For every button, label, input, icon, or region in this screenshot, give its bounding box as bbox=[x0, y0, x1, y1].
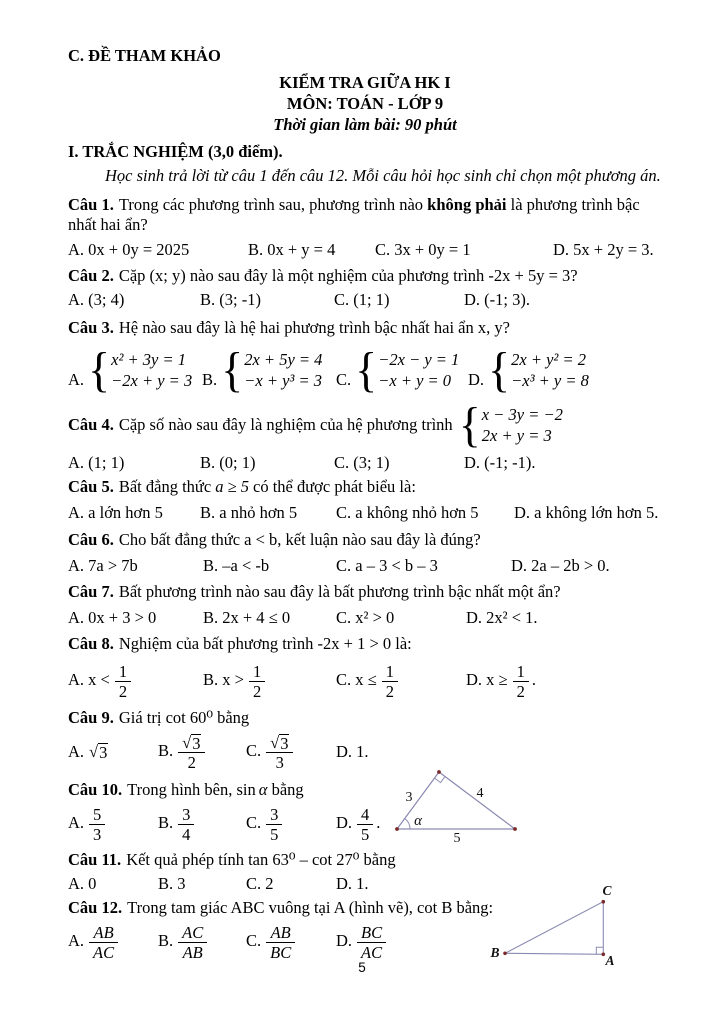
side-label-bottom: 5 bbox=[453, 831, 461, 846]
vertex-label-c: C bbox=[602, 883, 612, 898]
inline-math: a ≥ 5 bbox=[215, 477, 249, 496]
answer-option: C. $\frac{AB}{BC}$ bbox=[246, 923, 336, 962]
answer-row bbox=[68, 240, 662, 260]
triangle-outline bbox=[505, 902, 603, 955]
answer-option: C. (3; 1) bbox=[334, 453, 390, 472]
answer-option: C. x² > 0 bbox=[336, 608, 395, 627]
vertex-label-a: A bbox=[605, 953, 615, 968]
question-text: Câu 5. Bất đẳng thức a ≥ 5 có thể được phát biểu là: bbox=[68, 477, 416, 496]
side-label-right: 4 bbox=[476, 786, 484, 801]
question-number: Câu 9. bbox=[68, 708, 114, 727]
answer-option: B. a nhỏ hơn 5 bbox=[200, 503, 298, 522]
equation: −x³ + y = 8 bbox=[511, 371, 589, 390]
question-number: Câu 11. bbox=[68, 850, 122, 869]
radical: √ 3 bbox=[182, 732, 201, 753]
answer-option: C. $\frac{3}{5}$ bbox=[246, 805, 336, 844]
equation: −2x + y = 3 bbox=[111, 371, 193, 390]
question-5 bbox=[68, 477, 662, 523]
question-text: Câu 12. Trong tam giác ABC vuông tại A (hình vẽ), cot B bằng: bbox=[68, 898, 494, 917]
answer-option: D. 1. bbox=[336, 874, 369, 893]
answer-option: D. 2x² < 1. bbox=[466, 608, 538, 627]
answer-option: D. 5x + 2y = 3. bbox=[553, 240, 654, 259]
answer-option: C. (1; 1) bbox=[334, 290, 390, 309]
answer-option: B. $\frac{3}{4}$ bbox=[158, 805, 246, 844]
answer-row bbox=[68, 290, 662, 310]
angle-arc-icon bbox=[405, 819, 410, 830]
question-number: Câu 2. bbox=[68, 266, 114, 285]
question-number: Câu 6. bbox=[68, 530, 114, 549]
question-number: Câu 7. bbox=[68, 582, 114, 601]
answer-option: C. x ≤ $\frac{1}{2}$ bbox=[336, 662, 466, 701]
fraction: $\frac{1}{2}$ bbox=[382, 662, 398, 701]
question-text: Câu 2. Cặp (x; y) nào sau đây là một nghiệm của phương trình -2x + 5y = 3? bbox=[68, 266, 578, 285]
question-4 bbox=[68, 398, 662, 473]
answer-option: C. a – 3 < b – 3 bbox=[336, 556, 438, 575]
equation: x − 3y = −2 bbox=[481, 405, 563, 424]
page-number: 5 bbox=[358, 960, 366, 975]
equation: −2x − y = 1 bbox=[378, 350, 460, 369]
answer-option: A. $\frac{5}{3}$ bbox=[68, 805, 158, 844]
question-number: Câu 3. bbox=[68, 318, 114, 337]
fraction: $\frac{1}{2}$ bbox=[115, 662, 131, 701]
answer-row bbox=[68, 730, 662, 774]
instruction-text: Học sinh trả lời từ câu 1 đến câu 12. Mỗi câu hỏi học sinh chỉ chọn một phương án. bbox=[105, 166, 661, 185]
part-heading: I. TRẮC NGHIỆM (3,0 điểm). bbox=[68, 142, 283, 161]
answer-row bbox=[68, 503, 662, 523]
answer-option: B. { 2x + 5y = 4 −x + y³ = 3 bbox=[202, 343, 323, 397]
fraction: $\frac{AC}{AB}$ bbox=[178, 923, 207, 962]
radical-sign: √ bbox=[270, 732, 280, 752]
question-text: Câu 6. Cho bất đẳng thức a < b, kết luận nào sau đây là đúng? bbox=[68, 530, 481, 549]
vertex-dot bbox=[395, 827, 399, 831]
question-10 bbox=[68, 780, 662, 846]
answer-option: D. { 2x + y² = 2 −x³ + y = 8 bbox=[468, 343, 589, 397]
answer-option: D. x ≥ $\frac{1}{2}$ . bbox=[466, 661, 536, 701]
equation: −x + y = 0 bbox=[378, 371, 452, 390]
answer-option: B. √ 3 2 bbox=[158, 733, 246, 772]
answer-option: B. 0x + y = 4 bbox=[248, 240, 336, 259]
question-3 bbox=[68, 318, 662, 398]
answer-option: C. √ 3 3 bbox=[246, 733, 336, 772]
answer-option: A. $\frac{AB}{AC}$ bbox=[68, 923, 158, 962]
fraction: √ 3 2 bbox=[178, 733, 205, 772]
fraction: $\frac{4}{5}$ bbox=[357, 805, 373, 844]
section-label: C. ĐỀ THAM KHẢO bbox=[68, 46, 221, 65]
question-7 bbox=[68, 582, 662, 628]
fraction: $\frac{5}{3}$ bbox=[89, 805, 105, 844]
question-9 bbox=[68, 708, 662, 774]
answer-option: C. { −2x − y = 1 −x + y = 0 bbox=[336, 343, 460, 397]
question-8 bbox=[68, 634, 662, 704]
question-number: Câu 10. bbox=[68, 780, 123, 799]
radical-sign: √ bbox=[182, 732, 192, 752]
vertex-dot bbox=[437, 770, 441, 774]
question-number: Câu 4. bbox=[68, 415, 114, 434]
answer-option: A. 0x + 0y = 2025 bbox=[68, 240, 190, 259]
answer-option: A. (3; 4) bbox=[68, 290, 125, 309]
fraction: $\frac{BC}{AC}$ bbox=[357, 923, 386, 962]
answer-option: B. 2x + 4 ≤ 0 bbox=[203, 608, 291, 627]
answer-option: B. $\frac{AC}{AB}$ bbox=[158, 923, 246, 962]
equation: 2x + y = 3 bbox=[481, 426, 552, 445]
question-6 bbox=[68, 530, 662, 576]
right-angle-icon bbox=[435, 777, 445, 783]
equation: x² + 3y = 1 bbox=[111, 350, 187, 369]
answer-option: C. 2 bbox=[246, 874, 274, 893]
exam-duration: Thời gian làm bài: 90 phút bbox=[273, 115, 457, 134]
emphasized-text: không phải bbox=[427, 195, 507, 214]
answer-option: A. 7a > 7b bbox=[68, 556, 138, 575]
answer-option: B. (0; 1) bbox=[200, 453, 256, 472]
fraction: √ 3 3 bbox=[266, 733, 293, 772]
fraction: $\frac{3}{4}$ bbox=[178, 805, 194, 844]
fraction: $\frac{AB}{AC}$ bbox=[89, 923, 118, 962]
answer-option: D. (-1; 3). bbox=[464, 290, 530, 309]
answer-option: B. 3 bbox=[158, 874, 186, 893]
question-1 bbox=[68, 195, 662, 260]
answer-option: D. 2a – 2b > 0. bbox=[511, 556, 610, 575]
exam-title: KIỂM TRA GIỮA HK I bbox=[279, 73, 451, 92]
answer-option: A. a lớn hơn 5 bbox=[68, 503, 163, 522]
radical: √ 3 bbox=[89, 742, 108, 762]
question-text: Câu 8. Nghiệm của bất phương trình -2x + 1 > 0 là: bbox=[68, 634, 412, 653]
answer-row bbox=[68, 802, 662, 846]
brace-glyph: { bbox=[88, 343, 111, 397]
question-number: Câu 8. bbox=[68, 634, 114, 653]
answer-option: A. 0x + 3 > 0 bbox=[68, 608, 157, 627]
question-text: Câu 10. Trong hình bên, sin α bằng bbox=[68, 780, 304, 799]
answer-option: B. –a < -b bbox=[203, 556, 270, 575]
exam-content bbox=[68, 46, 662, 964]
brace-glyph: { bbox=[355, 343, 378, 397]
answer-option: C. 3x + 0y = 1 bbox=[375, 240, 471, 259]
question-text: Câu 11. Kết quả phép tính tan 63⁰ – cot 27⁰ bằng bbox=[68, 850, 396, 869]
equation: −x + y³ = 3 bbox=[244, 371, 322, 390]
answer-option: D. 1. bbox=[336, 742, 369, 761]
answer-option: D. $\frac{4}{5}$ . bbox=[336, 804, 381, 844]
question-number: Câu 12. bbox=[68, 898, 123, 917]
alpha-symbol: α bbox=[258, 780, 268, 799]
question-2 bbox=[68, 266, 662, 310]
exam-subject: MÔN: TOÁN - LỚP 9 bbox=[286, 94, 444, 113]
side-label-left: 3 bbox=[405, 790, 413, 805]
equation: 2x + 5y = 4 bbox=[244, 350, 323, 369]
answer-option: C. a không nhỏ hơn 5 bbox=[336, 503, 479, 522]
radical: √ 3 bbox=[270, 732, 289, 753]
answer-option: A. √ 3 bbox=[68, 742, 108, 762]
question-number: Câu 1. bbox=[68, 195, 114, 214]
question-text: Câu 1. Trong các phương trình sau, phương trình nào không phải là phương trình bậc nhất hai ẩn? bbox=[68, 195, 640, 234]
question-text: Câu 7. Bất phương trình nào sau đây là bất phương trình bậc nhất một ẩn? bbox=[68, 582, 561, 601]
question-number: Câu 5. bbox=[68, 477, 114, 496]
angle-label: α bbox=[414, 813, 422, 829]
answer-row bbox=[68, 453, 662, 473]
answer-option: D. a không lớn hơn 5. bbox=[514, 503, 659, 522]
vertex-dot bbox=[602, 900, 606, 904]
answer-row bbox=[68, 342, 662, 398]
answer-option: A. { x² + 3y = 1 −2x + y = 3 bbox=[68, 343, 193, 397]
answer-option: B. (3; -1) bbox=[200, 290, 261, 309]
answer-option: A. (1; 1) bbox=[68, 453, 125, 472]
answer-option: B. x > $\frac{1}{2}$ bbox=[203, 662, 336, 701]
answer-option: A. x < $\frac{1}{2}$ bbox=[68, 662, 203, 701]
answer-row bbox=[68, 658, 662, 704]
brace-glyph: { bbox=[221, 343, 244, 397]
brace-glyph: { bbox=[488, 343, 511, 397]
vertex-dot bbox=[513, 827, 517, 831]
question-text: Câu 9. Giá trị cot 60⁰ bằng bbox=[68, 708, 250, 727]
question-text: Câu 3. Hệ nào sau đây là hệ hai phương trình bậc nhất hai ẩn x, y? bbox=[68, 318, 510, 337]
answer-option: A. 0 bbox=[68, 874, 97, 893]
answer-option: D. (-1; -1). bbox=[464, 453, 536, 472]
answer-row bbox=[68, 556, 662, 576]
fraction: $\frac{3}{5}$ bbox=[266, 805, 282, 844]
question-text: Câu 4. Cặp số nào sau đây là nghiệm của hệ phương trình { x − 3y = −2 2x + y = 3 bbox=[68, 398, 563, 452]
fraction: $\frac{AB}{BC}$ bbox=[266, 923, 295, 962]
triangle-figure-q12 bbox=[487, 878, 642, 973]
answer-option: D. $\frac{BC}{AC}$ bbox=[336, 923, 386, 962]
triangle-figure-q10 bbox=[385, 758, 530, 848]
answer-row bbox=[68, 608, 662, 628]
vertex-dot bbox=[503, 952, 507, 956]
brace-glyph: { bbox=[458, 398, 481, 452]
fraction: $\frac{1}{2}$ bbox=[249, 662, 265, 701]
fraction: $\frac{1}{2}$ bbox=[513, 662, 529, 701]
vertex-label-b: B bbox=[490, 945, 500, 960]
equation: 2x + y² = 2 bbox=[511, 350, 587, 369]
radical-sign: √ bbox=[89, 742, 99, 761]
